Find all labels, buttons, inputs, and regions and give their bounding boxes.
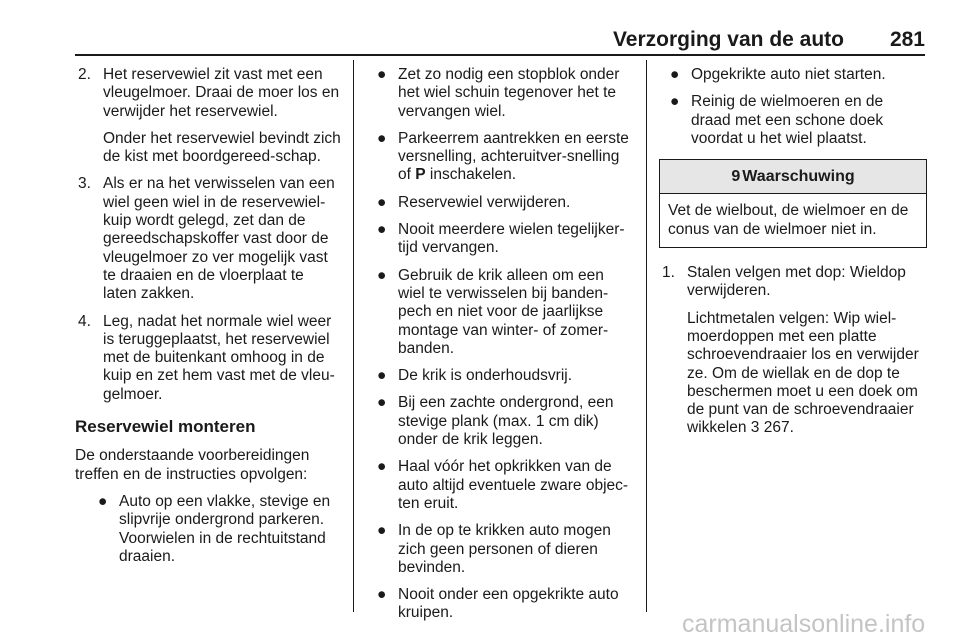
bullet-text: Auto op een vlakke, stevige en slipvrije ondergrond parkeren. Voorwielen in de rechtuitstand draaien. [119,492,331,565]
bullet-text: Haal vóór het opkrikken van de auto altijd eventuele zware objec-ten eruit. [398,458,629,512]
warning-title: Waarschuwing [742,168,855,186]
bullet-item [659,66,927,84]
bullet-item [366,66,632,121]
gear-p-label: P [415,166,426,184]
warning-box [659,159,927,248]
bullet-icon: ● [377,586,387,604]
page-ref: 267. [763,419,794,437]
step-item [659,264,927,438]
warning-header [660,160,926,194]
step-text: Leg, nadat het normale wiel weer is teruggeplaatst, het reservewiel met de buitenkant omhoog in de kuip en zet hem vast met de vleu-gelmoer. [103,312,335,403]
bullet-item [75,493,341,566]
bullet-text: Gebruik de krik alleen om een wiel te verwisselen bij banden-pech en niet voor de jaarlijkse montage van winter- of zomer-banden. [398,266,609,357]
bullet-text: In de op te krikken auto mogen zich geen personen of dieren bevinden. [398,522,611,576]
step-text [687,310,927,438]
step-item [75,66,341,166]
bullet-text: Bij een zachte ondergrond, een stevige plank (max. 1 cm dik) onder de krik leggen. [398,394,614,449]
bullet-text: Nooit onder een opgekrikte auto kruipen. [398,586,619,622]
step-number: 3. [78,175,91,193]
warning-icon: 9 [731,168,741,186]
step-text: Stalen velgen met dop: Wieldop verwijderen. [687,264,906,300]
column-divider-2 [646,60,647,612]
bullet-item [659,93,927,148]
bullet-text: De krik is onderhoudsvrij. [398,367,573,385]
header-title: Verzorging van de auto [612,28,844,51]
step-number: 4. [78,312,91,330]
bullet-icon: ● [377,522,387,540]
step-text: Het reservewiel zit vast met een vleugelmoer. Draai de moer los en verwijder het reservewiel. [103,66,340,120]
step-text: Als er na het verwisselen van een wiel geen wiel in de reservewiel-kuip wordt gelegd, zet dan de gereedschapskoffer vast door de vleugelmoer zo ver mogelijk vast te draaien en de vloerplaat te laten zakken. [103,175,335,303]
bullet-icon: ● [377,66,387,83]
bullet-icon: ● [377,193,387,211]
bullet-icon: ● [377,394,387,412]
step-text: Onder het reservewiel bevindt zich de kist met boordgereed-schap. [103,129,341,166]
bullet-icon: ● [670,93,680,111]
bullet-item [366,267,632,358]
bullet-item [366,130,632,185]
bullet-text: Nooit meerdere wielen tegelijker-tijd vervangen. [398,221,625,257]
bullet-icon: ● [377,367,387,385]
bullet-text: Reinig de wielmoeren en de draad met een schone doek voordat u het wiel plaatst. [691,93,884,147]
bullet-item [366,394,632,449]
warning-body: Vet de wielbout, de wielmoer en de conus van de wielmoer niet in. [668,202,909,238]
bullet-text [398,130,629,184]
step-item [75,175,341,303]
page-number: 281 [889,28,925,51]
step-text-main: Lichtmetalen velgen: Wip wiel-moerdoppen met een platte schroevendraaier los en verwijder ze. Om de wiellak en de dop te beschermen moet u een doek om de punt van de schroevendraaier wikkelen [687,309,919,437]
bullet-icon: ● [670,66,680,83]
step-number: 1. [662,264,675,282]
page-ref-icon: 3 [750,419,760,437]
bullet-text: Zet zo nodig een stopblok onder het wiel schuin tegenover het te vervangen wiel. [398,66,620,120]
bullet-icon: ● [98,492,108,510]
bullet-item [366,194,632,212]
bullet-item [366,586,632,623]
bullet-icon: ● [377,221,387,239]
gear-text-after: inschakelen. [425,166,517,184]
bullet-text: Opgekrikte auto niet starten. [691,66,886,83]
bullet-item [366,367,632,385]
bullet-item [366,522,632,577]
gear-text-before: Parkeerrem aantrekken en eerste versnelling, achteruitver-snelling of [398,129,629,184]
column-3 [659,66,927,447]
bullet-item [366,221,632,258]
bullet-text: Reservewiel verwijderen. [398,193,571,211]
section-title: Reservewiel monteren [75,417,256,437]
column-1 [75,66,341,575]
header-rule [75,54,925,56]
intro-text: De onderstaande voorbereidingen treffen en de instructies opvolgen: [75,447,310,483]
column-divider-1 [353,60,354,612]
column-2 [366,66,632,632]
step-item [75,313,341,404]
bullet-icon: ● [377,266,387,284]
step-number: 2. [78,66,91,83]
bullet-icon: ● [377,129,387,147]
watermark: carmanualsonline.info [682,610,926,638]
bullet-item [366,458,632,513]
bullet-icon: ● [377,458,387,476]
